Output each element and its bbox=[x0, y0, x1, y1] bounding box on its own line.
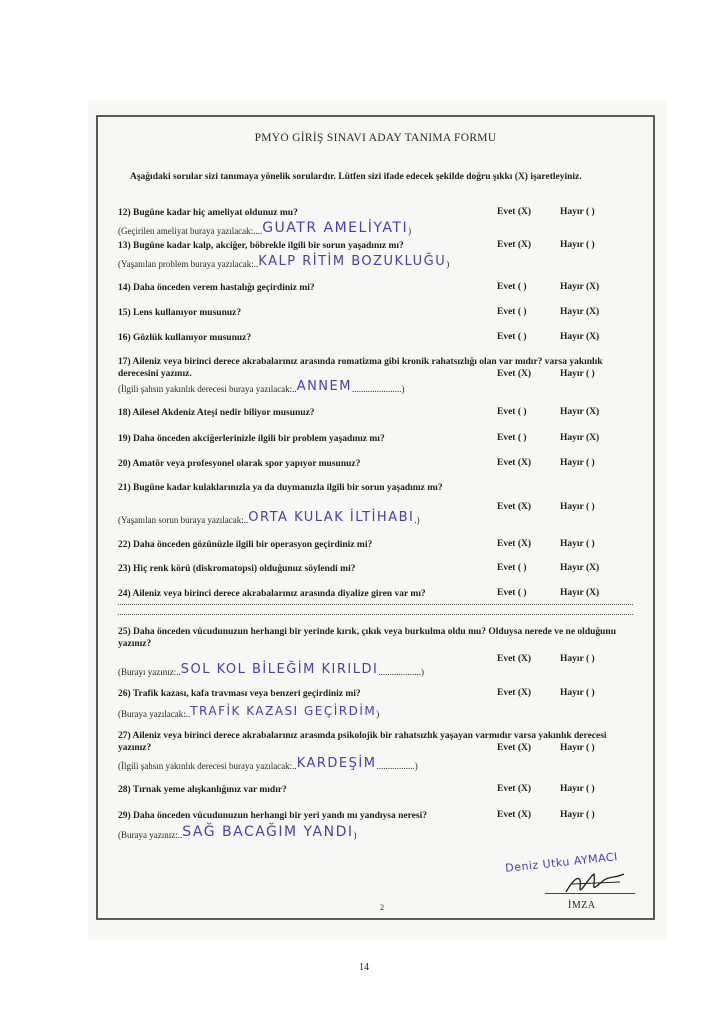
q24-dotted-line-1 bbox=[118, 604, 633, 605]
q13-hayir: Hayır ( ) bbox=[560, 240, 595, 250]
q26-handwritten: TRAFİK KAZASI GEÇİRDİM bbox=[190, 704, 377, 718]
q12-sub: (Geçirilen ameliyat buraya yazılacak:....GUATR AMELİYATI) bbox=[118, 220, 412, 236]
q17-handwritten: ANNEM bbox=[296, 379, 352, 394]
question-19: 19) Daha önceden akciğerlerinizle ilgili bir problem yaşadınız mı? bbox=[118, 434, 385, 444]
q19-hayir: Hayır (X) bbox=[560, 433, 600, 443]
q29-sub: (Buraya yazınız:..SAĞ BACAĞIM YANDI) bbox=[118, 824, 357, 840]
question-25: 25) Daha önceden vücudunuzun herhangi bir yerinde kırık, çıkık veya burkulma oldu mu? Olduysa nerede ve ne olduğunu yazınız? bbox=[118, 627, 616, 649]
q15-evet: Evet ( ) bbox=[497, 307, 527, 317]
q17-evet: Evet (X) bbox=[497, 369, 532, 379]
signature-scribble bbox=[560, 868, 630, 900]
question-29: 29) Daha önceden vücudunuzun herhangi bir yeri yandı mı yandıysa neresi? bbox=[118, 811, 427, 821]
question-17: 17) Aileniz veya birinci derece akrabalarınız arasında romatizma gibi kronik rahatsızlığı olan var mıdır? varsa yakınlık derecesini yazınız. bbox=[118, 357, 603, 379]
q12-handwritten: GUATR AMELİYATI bbox=[262, 220, 409, 236]
q21-hayir: Hayır ( ) bbox=[560, 502, 595, 512]
signature-line bbox=[545, 893, 635, 894]
q12-evet: Evet (X) bbox=[497, 207, 532, 217]
q21-handwritten: ORTA KULAK İLTİHABI bbox=[248, 510, 415, 525]
q16-evet: Evet ( ) bbox=[497, 332, 527, 342]
question-15: 15) Lens kullanıyor musunuz? bbox=[118, 308, 242, 318]
q26-hayir: Hayır ( ) bbox=[560, 688, 595, 698]
form-title: PMYO GİRİŞ SINAVI ADAY TANIMA FORMU bbox=[254, 132, 497, 144]
question-14: 14) Daha önceden verem hastalığı geçirdiniz mi? bbox=[118, 283, 315, 293]
q23-evet: Evet ( ) bbox=[497, 563, 527, 573]
signature-name: Deniz Utku AYMACI bbox=[504, 850, 619, 875]
q15-hayir: Hayır (X) bbox=[560, 307, 600, 317]
q26-evet: Evet (X) bbox=[497, 688, 532, 698]
q14-evet: Evet ( ) bbox=[497, 282, 527, 292]
q26-sub: (Buraya yazılacak:..TRAFİK KAZASI GEÇİRDİM) bbox=[118, 704, 380, 719]
question-27: 27) Aileniz veya birinci derece akrabalarınız arasında psikolojik bir rahatsızlık yaşayan varmıdır varsa yakınlık derecesi yazınız? bbox=[118, 731, 607, 753]
question-18: 18) Ailesel Akdeniz Ateşi nedir biliyor musunuz? bbox=[118, 408, 315, 418]
signature-label: İMZA bbox=[568, 900, 596, 911]
q14-hayir: Hayır (X) bbox=[560, 282, 600, 292]
q17-hayir: Hayır ( ) bbox=[560, 369, 595, 379]
q29-evet: Evet (X) bbox=[497, 810, 532, 820]
q13-sub: (Yaşanılan problem buraya yazılacak:..KALP RİTİM BOZUKLUĞU) bbox=[118, 254, 450, 269]
q13-handwritten: KALP RİTİM BOZUKLUĞU bbox=[258, 254, 447, 269]
q28-evet: Evet (X) bbox=[497, 784, 532, 794]
q24-dotted-line-2 bbox=[118, 614, 633, 615]
q24-evet: Evet ( ) bbox=[497, 588, 527, 598]
q13-evet: Evet (X) bbox=[497, 240, 532, 250]
form-intro: Aşağıdaki sorular sizi tanımaya yönelik sorulardır. Lütfen sizi ifade edecek şekilde doğru şıkkı (X) işaretleyiniz. bbox=[130, 172, 582, 182]
q20-evet: Evet (X) bbox=[497, 458, 532, 468]
q24-hayir: Hayır (X) bbox=[560, 588, 600, 598]
q20-hayir: Hayır ( ) bbox=[560, 458, 595, 468]
q25-evet: Evet (X) bbox=[497, 654, 532, 664]
q21-evet: Evet (X) bbox=[497, 502, 532, 512]
q25-handwritten: SOL KOL BİLEĞİM KIRILDI bbox=[180, 662, 379, 677]
question-28: 28) Tırnak yeme alışkanlığınız var mıdır? bbox=[118, 785, 287, 795]
q18-evet: Evet ( ) bbox=[497, 407, 527, 417]
q27-hayir: Hayır ( ) bbox=[560, 743, 595, 753]
q16-hayir: Hayır (X) bbox=[560, 332, 600, 342]
q27-handwritten: KARDEŞİM bbox=[296, 756, 377, 771]
question-22: 22) Daha önceden gözünüzle ilgili bir operasyon geçirdiniz mi? bbox=[118, 540, 373, 550]
q22-hayir: Hayır ( ) bbox=[560, 539, 595, 549]
document-page-number: 14 bbox=[359, 962, 369, 973]
q21-sub: (Yaşanılan sorun buraya yazılacak:..ORTA KULAK İLTİHABI.) bbox=[118, 510, 420, 525]
question-16: 16) Gözlük kullanıyor musunuz? bbox=[118, 333, 252, 343]
q29-handwritten: SAĞ BACAĞIM YANDI bbox=[182, 824, 354, 840]
question-21: 21) Bugüne kadar kulaklarınızla ya da duymanızla ilgili bir sorun yaşadınız mı? bbox=[118, 483, 443, 493]
q17-sub: (İlgili şahsın yakınlık derecesi buraya yazılacak:..ANNEM......................) bbox=[118, 379, 405, 394]
question-23: 23) Hiç renk körü (diskromatopsi) olduğunuz söylendi mi? bbox=[118, 564, 356, 574]
q27-evet: Evet (X) bbox=[497, 743, 532, 753]
q27-sub: (İlgili şahsın yakınlık derecesi buraya yazılacak:..KARDEŞİM.................) bbox=[118, 756, 418, 771]
q22-evet: Evet (X) bbox=[497, 539, 532, 549]
q23-hayir: Hayır (X) bbox=[560, 563, 600, 573]
q28-hayir: Hayır ( ) bbox=[560, 784, 595, 794]
q12-hayir: Hayır ( ) bbox=[560, 207, 595, 217]
question-20: 20) Amatör veya profesyonel olarak spor yapıyor musunuz? bbox=[118, 459, 361, 469]
form-page-number: 2 bbox=[380, 903, 384, 912]
question-26: 26) Trafik kazası, kafa travması veya benzeri geçirdiniz mi? bbox=[118, 689, 361, 699]
question-24: 24) Aileniz veya birinci derece akrabalarınız arasında diyalize giren var mı? bbox=[118, 589, 426, 599]
q25-hayir: Hayır ( ) bbox=[560, 654, 595, 664]
q25-sub: (Burayı yazınız:..SOL KOL BİLEĞİM KIRILDI...................) bbox=[118, 662, 425, 677]
q18-hayir: Hayır (X) bbox=[560, 407, 600, 417]
q29-hayir: Hayır ( ) bbox=[560, 810, 595, 820]
question-12: 12) Bugüne kadar hiç ameliyat oldunuz mu? bbox=[118, 208, 298, 218]
question-13: 13) Bugüne kadar kalp, akciğer, böbrekle ilgili bir sorun yaşadınız mı? bbox=[118, 241, 404, 251]
q19-evet: Evet ( ) bbox=[497, 433, 527, 443]
